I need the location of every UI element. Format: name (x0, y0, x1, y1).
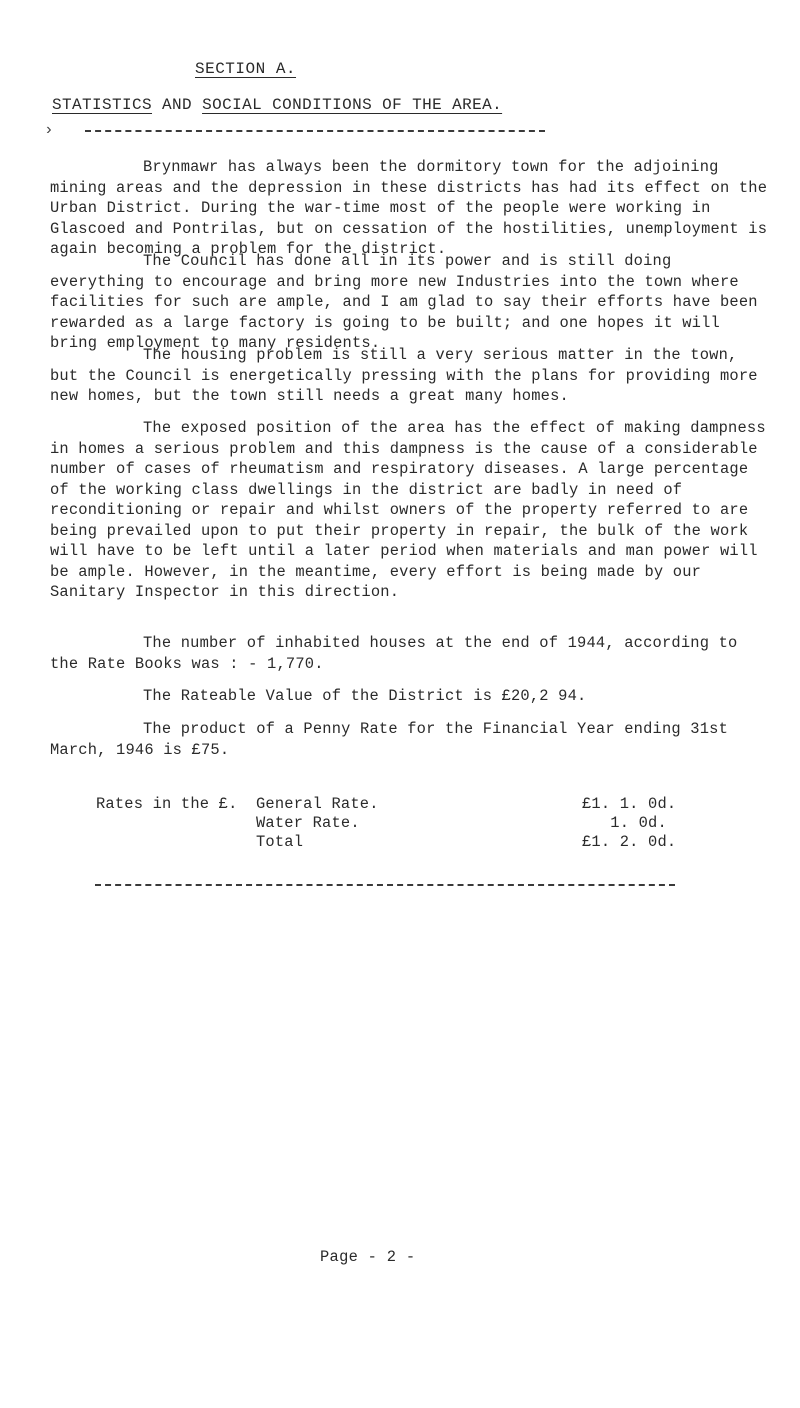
rates-label: Rates in the £. (96, 795, 238, 813)
paragraph-dormitory-town: Brynmawr has always been the dormitory town for the adjoining mining areas and the depression in these districts has had its effect on the Urban District. During the war-time most of the people were working in Glascoed and Pontrilas, but on cessation of the hostilities, unemployment is again becoming a problem for the district. (50, 158, 768, 258)
rate-name: Water Rate. (256, 814, 360, 832)
paragraph-inhabited-houses: The number of inhabited houses at the end of 1944, according to the Rate Books was : - 1,770. (50, 634, 738, 673)
paragraph-penny-rate: The product of a Penny Rate for the Financial Year ending 31st March, 1946 is £75. (50, 720, 729, 759)
page-number: Page - 2 - (320, 1248, 416, 1266)
document-title (52, 96, 502, 114)
title-part-and: AND (162, 96, 193, 114)
title-part-statistics: STATISTICS (52, 96, 153, 114)
rate-amount: £1. 1. 0d. (582, 795, 677, 813)
paragraph-dampness: The exposed position of the area has the effect of making dampness in homes a serious problem and this dampness is the cause of a considerable number of cases of rheumatism and respiratory diseases. A large percentage of the working class dwellings in the district are badly in need of reconditioning or repair and whilst owners of the property referred to are being prevailed upon to put their property in repair, the bulk of the work will have to be left until a later period when materials and man power will be ample. However, in the meantime, every effort is being made by our Sanitary Inspector in this direction. (50, 419, 766, 601)
paragraph-new-industries: The Council has done all in its power and is still doing everything to encourage and bring more new Industries into the town where facilities for such are ample, and I am glad to say their efforts have been rewarded as a large factory is going to be built; and one hopes it will bring employment to many residents. (50, 252, 758, 352)
rate-name: General Rate. (256, 795, 379, 813)
section-heading: SECTION A. (195, 60, 297, 78)
rate-amount: 1. 0d. (582, 814, 667, 832)
rate-amount: £1. 2. 0d. (582, 833, 677, 851)
dashed-divider-top (85, 130, 545, 132)
paragraph-rateable-value: The Rateable Value of the District is £20,2 94. (143, 687, 587, 705)
rate-name: Total (256, 833, 304, 851)
title-part-social-conditions: SOCIAL CONDITIONS OF THE AREA. (202, 96, 503, 114)
margin-tick-icon: › (44, 121, 54, 139)
paragraph-housing-problem: The housing problem is still a very serious matter in the town, but the Council is energetically pressing with the plans for providing more new homes, but the town still needs a great many homes. (50, 346, 758, 405)
dashed-divider-bottom (95, 884, 675, 886)
